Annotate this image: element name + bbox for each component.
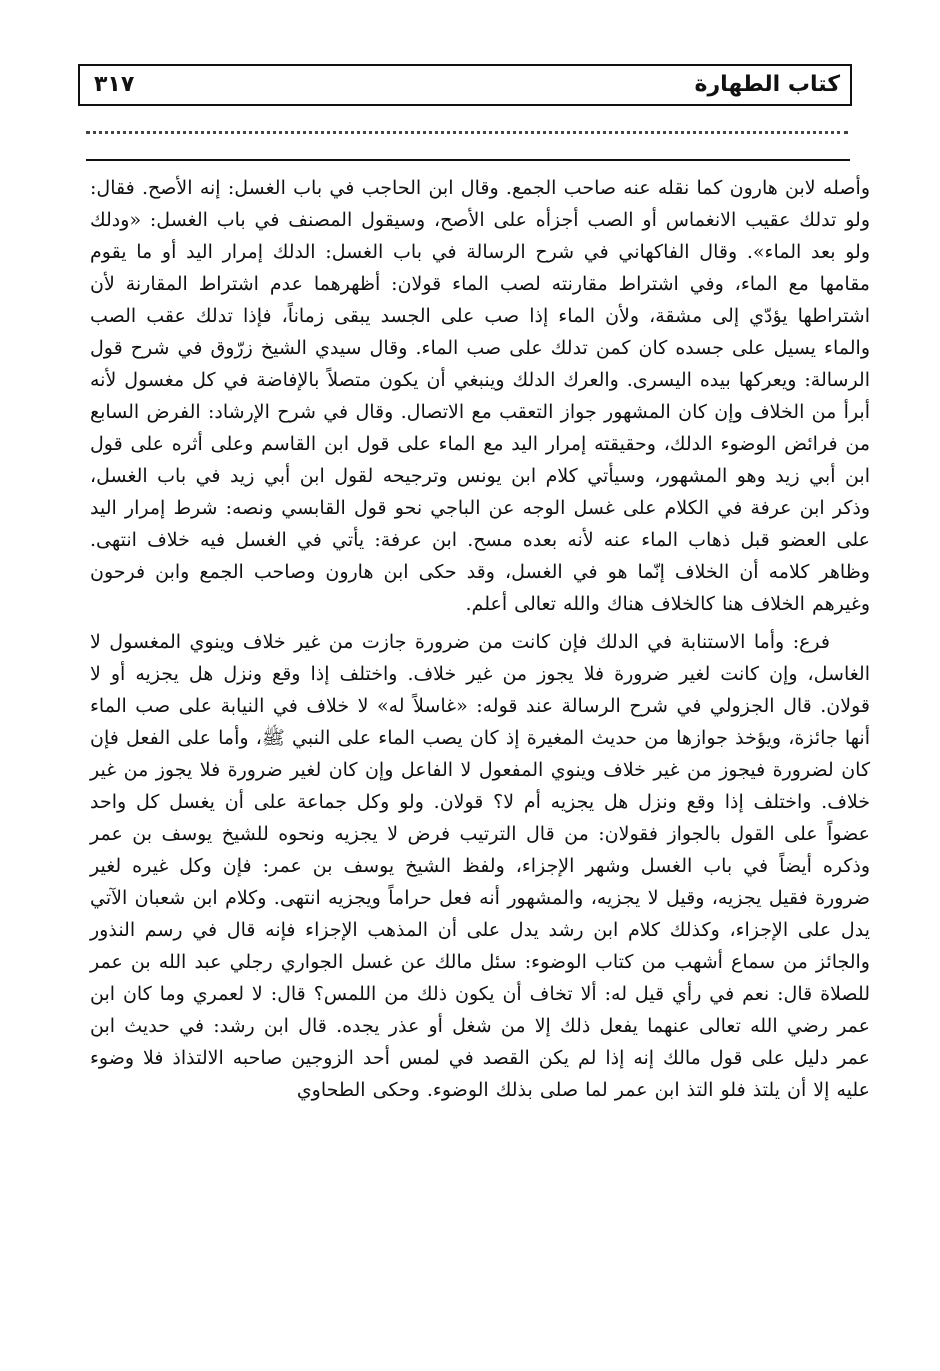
paragraph-1: وأصله لابن هارون كما نقله عنه صاحب الجمع. وقال ابن الحاجب في باب الغسل: إنه الأصح. فقال: ولو تدلك عقيب الانغماس أو الصب أجزأه على الأصح، وسيقول المصنف في باب الغسل: «ودلك ولو بعد الماء». وقال الفاكهاني في شرح الرسالة في باب الغسل: الدلك إمرار اليد أو ما يقوم مقامها مع الماء، وفي اشتراط مقارنته لصب الماء قولان: أظهرهما عدم اشتراط المقارنة لأن اشتراطها يؤدّي إلى مشقة، ولأن الماء إذا صب على الجسد يبقى زماناً، فإذا تدلك عقب الصب والماء يسيل على جسده كان كمن تدلك على صب الماء. وقال سيدي الشيخ زرّوق في شرح قول الرسالة: ويعركها بيده اليسرى. والعرك الدلك وينبغي أن يكون متصلاً بالإفاضة في كل مغسول لأنه أبرأ من الخلاف وإن كان المشهور جواز التعقب مع الاتصال. وقال في شرح الإرشاد: الفرض السابع من فرائض الوضوء الدلك، وحقيقته إمرار اليد مع الماء على قول ابن القاسم وعلى أثره على قول ابن أبي زيد وهو المشهور، وسيأتي كلام ابن يونس وترجيحه لقول ابن أبي زيد في باب الغسل، وذكر ابن عرفة في الكلام على غسل الوجه عن الباجي نحو قول القابسي ونصه: شرط إمرار اليد على العضو قبل ذهاب الماء عنه لأنه بعده مسح. ابن عرفة: يأتي في الغسل فيه خلاف انتهى. وظاهر كلامه أن الخلاف إنّما هو في الغسل، وقد حكى ابن هارون وصاحب الجمع وابن فرحون وغيرهم الخلاف هنا كالخلاف هناك والله تعالى أعلم. <box>90 177 870 615</box>
dotted-divider <box>86 131 848 134</box>
body-text <box>90 172 870 1106</box>
chapter-title: كتاب الطهارة <box>694 72 840 97</box>
page-number: ٣١٧ <box>94 72 135 97</box>
paragraph-2: فرع: وأما الاستنابة في الدلك فإن كانت من ضرورة جازت من غير خلاف وينوي المغسول لا الغاسل، وإن كانت لغير ضرورة فلا يجوز من غير خلاف. واختلف إذا وقع ونزل هل يجزيه أو لا قولان. قال الجزولي في شرح الرسالة عند قوله: «غاسلاً له» لا خلاف في النيابة على صب الماء أنها جائزة، ويؤخذ جوازها من حديث المغيرة إذ كان يصب الماء على النبي ﷺ، وأما على الفعل فإن كان لضرورة فيجوز من غير خلاف وينوي المفعول لا الفاعل وإن كان لغير ضرورة فلا يجوز من غير خلاف. واختلف إذا وقع ونزل هل يجزيه أم لا؟ قولان. ولو وكل جماعة على أن يغسل كل واحد عضواً على القول بالجواز فقولان: من قال الترتيب فرض لا يجزيه ونحوه للشيخ يوسف بن عمر وذكره أيضاً في باب الغسل وشهر الإجزاء، ولفظ الشيخ يوسف بن عمر: فإن وكل غيره لغير ضرورة فقيل يجزيه، وقيل لا يجزيه، والمشهور أنه فعل حراماً ويجزيه انتهى. وكلام ابن شعبان الآتي يدل على الإجزاء، وكذلك كلام ابن رشد يدل على أن المذهب الإجزاء فإنه قال في رسم النذور والجائز من سماع أشهب من كتاب الوضوء: سئل مالك عن غسل الجواري رجلي عبد الله بن عمر للصلاة قال: نعم في رأي قيل له: ألا تخاف أن يكون ذلك من اللمس؟ قال: لا لعمري وما كان ابن عمر رضي الله تعالى عنهما يفعل ذلك إلا من شغل أو عذر يجده. قال ابن رشد: في حديث ابن عمر دليل على قول مالك إنه إذا لم يكن القصد في لمس أحد الزوجين صاحبه الالتذاذ فلا وضوء عليه إلا أن يلتذ فلو التذ ابن عمر لما صلى بذلك الوضوء. وحكى الطحاوي <box>90 631 870 1101</box>
running-header <box>78 64 852 106</box>
header-rule <box>86 159 850 161</box>
